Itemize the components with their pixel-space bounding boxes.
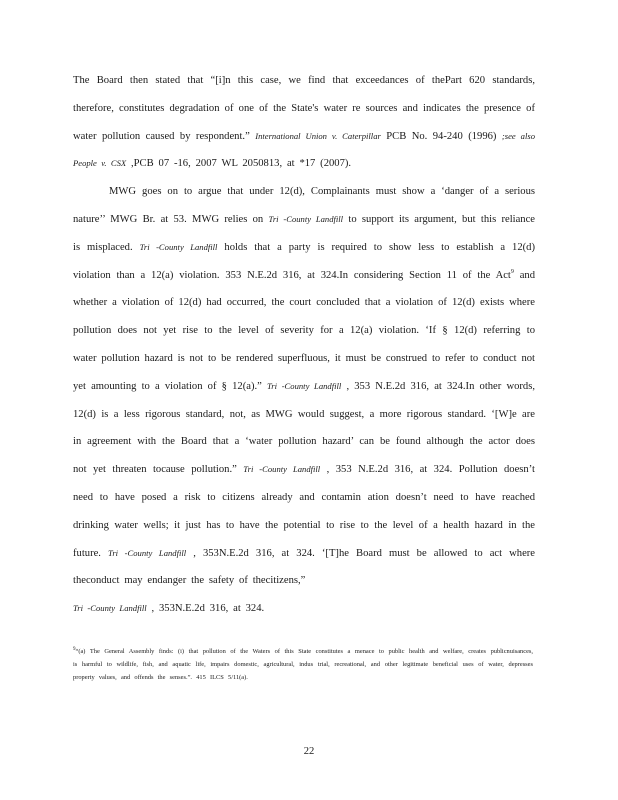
case-citation: Tri -County Landfill: [73, 603, 147, 614]
case-citation: Tri -County Landfill: [268, 213, 344, 224]
text-run: , 353 N.E.2d 316, at 324.In other words, 12(d) is a less rigorous standard, not, as MWG would suggest, a more rigorous standard. ‘[W]e are in agreement with the Board that a ‘water pollution hazard’ can be found although the actor does not yet threaten tocause pollution.”: [73, 380, 535, 476]
case-citation: Tri -County Landfill: [243, 464, 321, 475]
text-run: holds that a party is required to show less to establish a 12(d) violation than a 12(a) violation. 353 N.E.2d 316, at 324.In considering Section 11 of the Act: [73, 241, 535, 281]
text-run: ,PCB 07 -16, 2007 WL 2050813, at *17 (2007).: [126, 158, 352, 170]
case-citation: Tri -County Landfill: [139, 241, 218, 252]
text-run: The Board then stated that “[i]n this case, we find that exceedances of thePart 620 standards, therefore, constitutes degradation of one of the State's water re sources and indicates the presence of water pollution caused by respondent.”: [73, 75, 535, 142]
footnote-marker: 9: [510, 268, 514, 275]
case-citation: International Union v. Caterpillar: [255, 130, 381, 141]
case-citation: Tri -County Landfill: [108, 547, 187, 558]
text-run: to support its argument, but this reliance is misplaced.: [73, 213, 535, 253]
text-run: , 353 N.E.2d 316, at 324. Pollution doesn’t need to have posed a risk to citizens already and contamin ation doesn’t need to have reached drinking water wells; it just has to have the potential to rise to the level of a health hazard in the future.: [73, 464, 535, 559]
case-citation: Tri -County Landfill: [267, 380, 342, 391]
paragraph: [73, 67, 535, 178]
paragraph: [73, 178, 535, 623]
text-run: MWG goes on to argue that under 12(d), Complainants must show a ‘danger of a serious nature’’ MWG Br. at 53. MWG relies on: [73, 186, 535, 225]
footnote-marker: 9: [73, 647, 76, 652]
text-run: , 353N.E.2d 316, at 324.: [146, 603, 265, 615]
case-citation: ;see also People v. CSX: [73, 130, 535, 169]
page-number: 22: [303, 746, 315, 757]
body-text: [73, 67, 535, 623]
footnote: [73, 645, 533, 684]
footnote-text: “(a) The General Assembly finds: (i) that pollution of the Waters of this State constitutes a menace to public health and welfare, creates publicnuisances, is harmful to wildlife, fish, and aquatic life, impairs domestic, agricultural, indus trial, recreational, and other legitimate beneficial uses of water, depresses property values, and offends the senses.”. 415 ILCS 5/11(a).: [73, 648, 533, 681]
text-run: and whether a violation of 12(d) had occurred, the court concluded that a violation of 12(d) exists where pollution does not yet rise to the level of severity for a 12(a) violation. ‘If § 12(d) referring to water pollution hazard is not to be rendered superfluous, it must be construed to refer to conduct not yet amounting to a violation of § 12(a).”: [73, 269, 535, 392]
text-run: PCB No. 94-240 (1996): [380, 130, 502, 142]
text-run: , 353N.E.2d 316, at 324. ‘[T]he Board must be allowed to act where theconduct may endanger the safety of thecitizens,”: [73, 547, 535, 587]
